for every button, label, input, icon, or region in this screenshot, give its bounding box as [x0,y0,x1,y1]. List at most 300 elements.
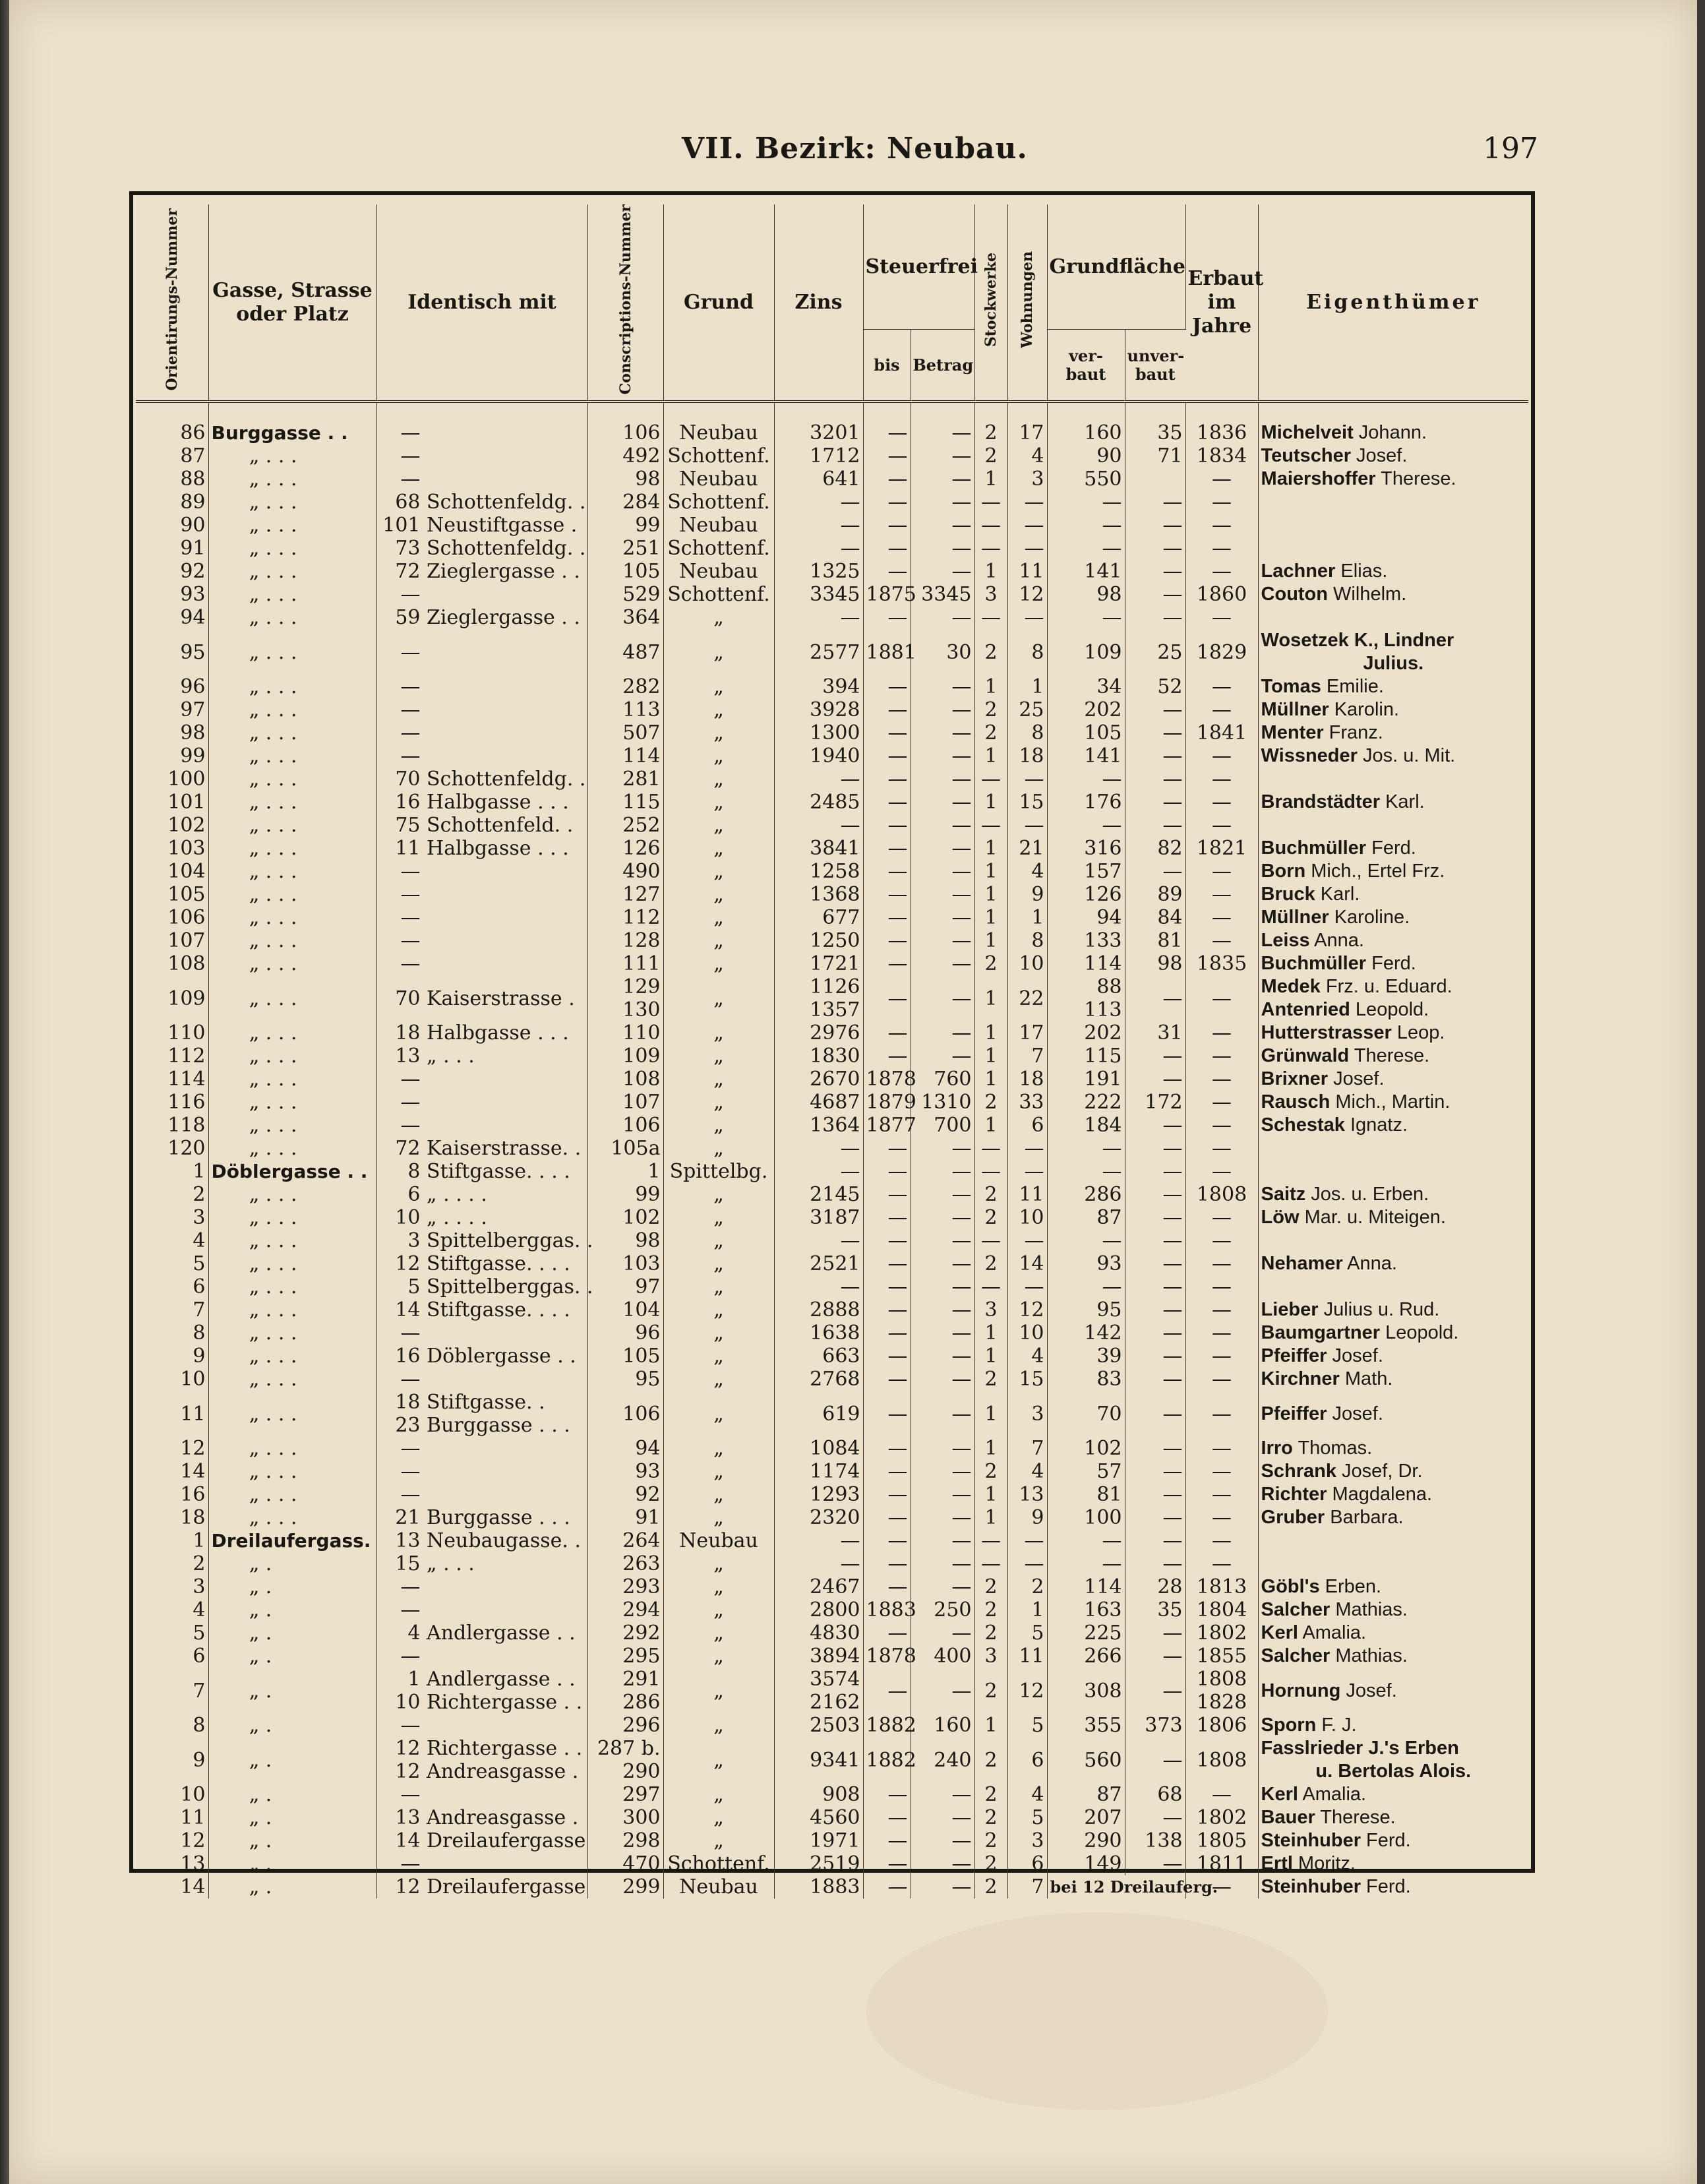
verbaut-value: 141 [1084,560,1122,584]
conscription-cell [587,491,663,514]
unverbaut-cell [1125,837,1185,860]
header-identisch: Identisch mit [376,204,587,402]
steuerfrei-betrag-cell [911,1598,974,1622]
erbaut-cell [1185,629,1258,675]
zins-cell [774,675,863,698]
ditto-mark: „ . . . [249,1368,297,1391]
conscription-cell [587,1183,663,1206]
conscription-cell [587,1021,663,1045]
steuerfrei-betrag: — [951,906,972,930]
grund-value: Spittelbg. [669,1160,768,1184]
steuerfrei-bis-cell [863,560,911,583]
conscription-cell [587,1875,663,1898]
verbaut-value: 102 [1084,1437,1122,1461]
steuerfrei-bis-cell [863,698,911,721]
identisch-cell [376,1068,587,1091]
wohnungen-value: 4 [1031,1460,1044,1484]
erbaut-cell [1185,1714,1258,1737]
unverbaut-cell [1125,1068,1185,1091]
erbaut-jahr: — [1212,514,1232,537]
ident-nummer: 3 [407,1229,421,1253]
steuerfrei-betrag: 760 [934,1068,972,1091]
verbaut-cell [1047,1552,1125,1575]
steuerfrei-bis-cell [863,1575,911,1598]
ident-nummer: 11 [395,837,421,861]
table-row [136,514,1528,537]
unverbaut-value: — [1162,698,1183,722]
verbaut-value: 157 [1084,860,1122,884]
gasse-cell [208,1068,376,1091]
gasse-cell [208,1206,376,1229]
wohnungen-cell [1007,560,1047,583]
zins-value: 9341 [810,1748,860,1772]
steuerfrei-betrag: — [951,1021,972,1045]
stockwerke-cell [974,583,1007,606]
wohnungen-cell [1007,883,1047,906]
owner-surname: Müllner [1261,907,1329,928]
steuerfrei-bis-cell [863,1506,911,1529]
owner-surname: Steinhuber [1261,1830,1361,1852]
unverbaut-cell [1125,1668,1185,1714]
owner-surname: Leiss [1261,930,1310,952]
verbaut-cell [1047,537,1125,560]
verbaut-cell [1047,1668,1125,1714]
orientierung-nummer: 18 [180,1506,206,1530]
wohnungen-cell [1007,1275,1047,1298]
verbaut-value: 222 [1084,1091,1122,1114]
verbaut-value: 109 [1084,640,1122,664]
conscription-cell [587,1622,663,1645]
steuerfrei-betrag-cell [911,675,974,698]
erbaut-cell [1185,768,1258,791]
orientierung-nummer: 110 [167,1021,206,1045]
wohnungen-cell [1007,1645,1047,1668]
identisch-cell [376,1714,587,1737]
grund-cell [663,1252,774,1275]
table-row [136,1045,1528,1068]
gasse-cell [208,1160,376,1183]
gasse-cell [208,1275,376,1298]
identisch-cell [376,1460,587,1483]
erbaut-cell [1185,1114,1258,1137]
stockwerke-cell [974,1783,1007,1806]
steuerfrei-betrag: — [951,837,972,861]
zins-value: — [840,1137,860,1161]
stockwerke-value: 1 [984,675,998,699]
zins-value: 1940 [810,744,860,768]
zins-cell [774,721,863,744]
page-title: VII. Bezirk: Neubau. [682,132,1028,166]
zins-cell [774,1622,863,1645]
owner-given: Math. [1339,1368,1393,1390]
grund-value: „ [713,1806,724,1830]
ident-nummer: — [400,1783,421,1807]
erbaut-jahr: — [1212,1160,1232,1184]
stockwerke-cell [974,1829,1007,1852]
wohnungen-value: 8 [1031,640,1044,664]
stockwerke-cell [974,606,1007,629]
verbaut-value: 81 [1096,1483,1122,1507]
steuerfrei-bis-cell [863,1668,911,1714]
steuerfrei-betrag-cell [911,491,974,514]
owner-given: Ferd. [1361,1876,1411,1898]
owner-surname: Michelveit [1261,422,1354,444]
steuerfrei-betrag-cell [911,929,974,952]
steuerfrei-bis-cell [863,1783,911,1806]
gasse-cell [208,906,376,929]
ditto-mark: „ . . . [249,1437,297,1461]
wohnungen-value: — [1024,491,1044,514]
ditto-mark: „ . . . [249,1114,297,1138]
steuerfrei-betrag: — [951,721,972,745]
steuerfrei-betrag-cell [911,1091,974,1114]
stockwerke-value: 2 [984,1183,998,1207]
conscription-cell [587,1460,663,1483]
steuerfrei-bis: 1875 [866,583,916,607]
wohnungen-value: 33 [1019,1091,1044,1114]
table-body [136,402,1528,1898]
grund-value: Schottenf. [667,583,770,607]
ident-street: „ . . . . [427,1206,487,1230]
erbaut-cell [1185,675,1258,698]
table-row [136,1114,1528,1137]
steuerfrei-bis: — [887,1160,908,1184]
conscription-cell [587,1275,663,1298]
steuerfrei-bis: — [887,837,908,861]
steuerfrei-bis: — [887,1575,908,1599]
orientierung-nummer: 3 [193,1575,206,1599]
steuerfrei-bis-cell [863,1806,911,1829]
zins-cell [774,1668,863,1714]
wohnungen-cell [1007,791,1047,814]
verbaut-cell [1047,675,1125,698]
steuerfrei-betrag: — [951,1160,972,1184]
unverbaut-cell [1125,1806,1185,1829]
gasse-cell [208,698,376,721]
steuerfrei-betrag-cell [911,1391,974,1437]
wohnungen-cell [1007,1437,1047,1460]
grund-cell [663,606,774,629]
stockwerke-cell [974,1321,1007,1345]
verbaut-value: — [1102,814,1122,837]
zins-cell [774,1552,863,1575]
grund-cell [663,768,774,791]
grund-cell [663,1160,774,1183]
steuerfrei-bis-cell [863,1045,911,1068]
ditto-mark: „ . . . [249,1402,297,1426]
erbaut-cell [1185,537,1258,560]
conscription-cell [587,1852,663,1875]
orientierung-nummer-cell [136,1783,208,1806]
unverbaut-cell [1125,1091,1185,1114]
erbaut-cell [1185,1206,1258,1229]
owner-surname: Steinhuber [1261,1876,1361,1898]
verbaut-cell [1047,1114,1125,1137]
unverbaut-cell [1125,1852,1185,1875]
unverbaut-value: — [1162,721,1183,745]
steuerfrei-bis-cell [863,1622,911,1645]
identisch-cell [376,1645,587,1668]
grund-value: Schottenf. [667,491,770,514]
erbaut-jahr: 1808 [1196,1183,1247,1207]
unverbaut-value: — [1162,986,1183,1010]
grund-value: „ [713,721,724,745]
unverbaut-cell [1125,1298,1185,1321]
ident-nummer: 13 [395,1806,421,1830]
identisch-cell [376,1368,587,1391]
eigenthuemer-cell [1258,1137,1528,1160]
steuerfrei-betrag-cell [911,1875,974,1898]
identisch-cell [376,1160,587,1183]
steuerfrei-betrag-cell [911,1552,974,1575]
orientierung-nummer-cell [136,860,208,883]
conscription-nummer: 294 [622,1598,661,1622]
zins-value: 1174 [810,1460,860,1484]
ditto-mark: „ . . . [249,1483,297,1507]
wohnungen-value: — [1024,537,1044,561]
identisch-cell [376,1321,587,1345]
conscription-cell [587,1714,663,1737]
grund-cell [663,1622,774,1645]
gasse-cell [208,1483,376,1506]
steuerfrei-betrag: — [951,1321,972,1345]
eigenthuemer-cell [1258,837,1528,860]
ident-nummer: — [400,1575,421,1599]
wohnungen-cell [1007,1137,1047,1160]
verbaut-cell [1047,1783,1125,1806]
steuerfrei-betrag-cell [911,721,974,744]
stockwerke-cell [974,768,1007,791]
identisch-cell [376,1783,587,1806]
erbaut-cell [1185,514,1258,537]
grund-cell [663,1183,774,1206]
header-wohnungen: Wohnungen [1007,204,1047,402]
steuerfrei-betrag: 240 [934,1748,972,1772]
verbaut-value: 70 [1096,1402,1122,1426]
wohnungen-cell [1007,1368,1047,1391]
erbaut-cell [1185,1298,1258,1321]
unverbaut-value: — [1162,1298,1183,1322]
conscription-cell [587,860,663,883]
orientierung-nummer: 100 [167,768,206,791]
grund-cell [663,1137,774,1160]
steuerfrei-bis-cell [863,814,911,837]
wohnungen-value: 6 [1031,1852,1044,1876]
eigenthuemer-cell [1258,583,1528,606]
wohnungen-cell [1007,721,1047,744]
conscription-nummer: 115 [622,791,661,814]
conscription-cell [587,929,663,952]
erbaut-cell [1185,1598,1258,1622]
steuerfrei-betrag: — [951,1875,972,1899]
steuerfrei-bis: — [887,1252,908,1276]
grund-cell [663,1806,774,1829]
ditto-mark: „ . [249,1829,272,1853]
verbaut-value: 163 [1084,1598,1122,1622]
owner-surname: Brixner [1261,1068,1329,1090]
steuerfrei-bis: — [887,1806,908,1830]
conscription-cell [587,906,663,929]
grund-cell [663,468,774,491]
conscription-cell [587,1068,663,1091]
verbaut-cell [1047,1091,1125,1114]
unverbaut-cell [1125,698,1185,721]
header-stockwerke: Stockwerke [974,204,1007,402]
wohnungen-value: 3 [1031,1829,1044,1853]
wohnungen-value: 7 [1031,1045,1044,1068]
ident-street: Spittelberggas. . [427,1229,593,1253]
wohnungen-cell [1007,906,1047,929]
gasse-cell [208,1645,376,1668]
steuerfrei-bis: — [887,768,908,791]
erbaut-cell [1185,1783,1258,1806]
steuerfrei-betrag: 30 [946,640,972,664]
steuerfrei-bis: 1882 [866,1748,916,1772]
stockwerke-cell [974,721,1007,744]
wohnungen-cell [1007,1068,1047,1091]
steuerfrei-betrag-cell [911,1506,974,1529]
orientierung-nummer: 86 [180,421,206,445]
eigenthuemer-cell [1258,1506,1528,1529]
steuerfrei-betrag: — [951,1183,972,1207]
grund-value: „ [713,837,724,861]
table-row [136,1622,1528,1645]
zins-value: 1712 [810,444,860,468]
steuerfrei-bis: — [887,537,908,561]
steuerfrei-bis: — [887,906,908,930]
zins-cell [774,1275,863,1298]
eigenthuemer-cell [1258,1875,1528,1898]
wohnungen-cell [1007,1737,1047,1783]
conscription-cell [587,1114,663,1137]
table-row [136,491,1528,514]
ditto-mark: „ . . . [249,698,297,722]
conscription-nummer: 98 [635,468,661,491]
zins-value: 641 [822,468,860,491]
unverbaut-cell [1125,1829,1185,1852]
grund-cell [663,1829,774,1852]
identisch-cell [376,514,587,537]
table-row [136,1645,1528,1668]
grund-value: „ [713,698,724,722]
grund-cell [663,1091,774,1114]
unverbaut-cell [1125,1345,1185,1368]
ident-nummer: 12 [395,1875,421,1899]
owner-given: Magdalena. [1327,1484,1433,1505]
owner-given: Therese. [1349,1045,1430,1067]
zins-value: 2800 [810,1598,860,1622]
steuerfrei-bis: — [887,421,908,445]
stockwerke-cell [974,1529,1007,1552]
wohnungen-cell [1007,1506,1047,1529]
owner-surname: Wosetzek K., Lindner [1261,630,1454,652]
grund-value: „ [713,1645,724,1668]
steuerfrei-betrag: — [951,744,972,768]
steuerfrei-betrag-cell [911,837,974,860]
steuerfrei-betrag: — [951,698,972,722]
erbaut-jahr: 1813 [1196,1575,1247,1599]
erbaut-jahr: 1855 [1196,1645,1247,1668]
gasse-cell [208,744,376,768]
unverbaut-cell [1125,1229,1185,1252]
table-row [136,837,1528,860]
wohnungen-value: 9 [1031,883,1044,907]
table-row [136,883,1528,906]
stockwerke-value: 1 [984,1114,998,1138]
stockwerke-value: — [981,814,1002,837]
stockwerke-value: 1 [984,986,998,1010]
stockwerke-value: — [981,1529,1002,1553]
wohnungen-cell [1007,1529,1047,1552]
unverbaut-value: — [1162,583,1183,607]
ditto-mark: „ . . . [249,468,297,491]
ident-street: „ . . . . [427,1183,487,1207]
unverbaut-value: — [1162,560,1183,584]
zins-cell [774,444,863,468]
steuerfrei-bis: — [887,952,908,976]
wohnungen-cell [1007,837,1047,860]
spacer-cell [863,402,911,421]
orientierung-nummer: 13 [180,1852,206,1876]
verbaut-value-2: 113 [1084,998,1122,1022]
owner-given: Wilhelm. [1328,584,1407,605]
ident-nummer: 101 [382,514,421,537]
gasse-cell [208,1368,376,1391]
conscription-cell [587,606,663,629]
gasse-cell [208,1552,376,1575]
stockwerke-cell [974,1391,1007,1437]
stockwerke-cell [974,1206,1007,1229]
orientierung-nummer-cell [136,1645,208,1668]
gasse-cell [208,929,376,952]
steuerfrei-bis: — [887,1506,908,1530]
verbaut-cell [1047,721,1125,744]
conscription-nummer: 105a [611,1137,661,1161]
conscription-cell [587,837,663,860]
zins-cell [774,1091,863,1114]
stockwerke-value: 2 [984,444,998,468]
wohnungen-value: 11 [1019,1183,1044,1207]
identisch-cell [376,721,587,744]
zins-cell [774,629,863,675]
stockwerke-value: 2 [984,1806,998,1830]
grund-cell [663,491,774,514]
owner-given: Therese. [1375,468,1456,490]
grund-value: „ [713,744,724,768]
steuerfrei-bis: 1881 [866,640,916,664]
orientierung-nummer: 99 [180,744,206,768]
unverbaut-cell [1125,444,1185,468]
orientierung-nummer-cell [136,1598,208,1622]
orientierung-nummer: 2 [193,1552,206,1576]
steuerfrei-bis-cell [863,1068,916,1091]
unverbaut-cell [1125,1183,1185,1206]
wohnungen-value: — [1024,514,1044,537]
orientierung-nummer: 7 [193,1298,206,1322]
zins-value: 908 [822,1783,860,1807]
table-row [136,1345,1528,1368]
steuerfrei-betrag: — [951,1045,972,1068]
header-orientierung: Orientirungs-Nummer [136,204,208,402]
stockwerke-value: 2 [984,1368,998,1391]
wohnungen-cell [1007,1783,1047,1806]
steuerfrei-betrag-cell [911,791,974,814]
identisch-cell [376,883,587,906]
grund-value: Schottenf. [667,537,770,561]
steuerfrei-betrag-cell [911,975,974,1021]
zins-value: — [840,1552,860,1576]
ident-street-2: Richtergasse . . [427,1691,583,1714]
